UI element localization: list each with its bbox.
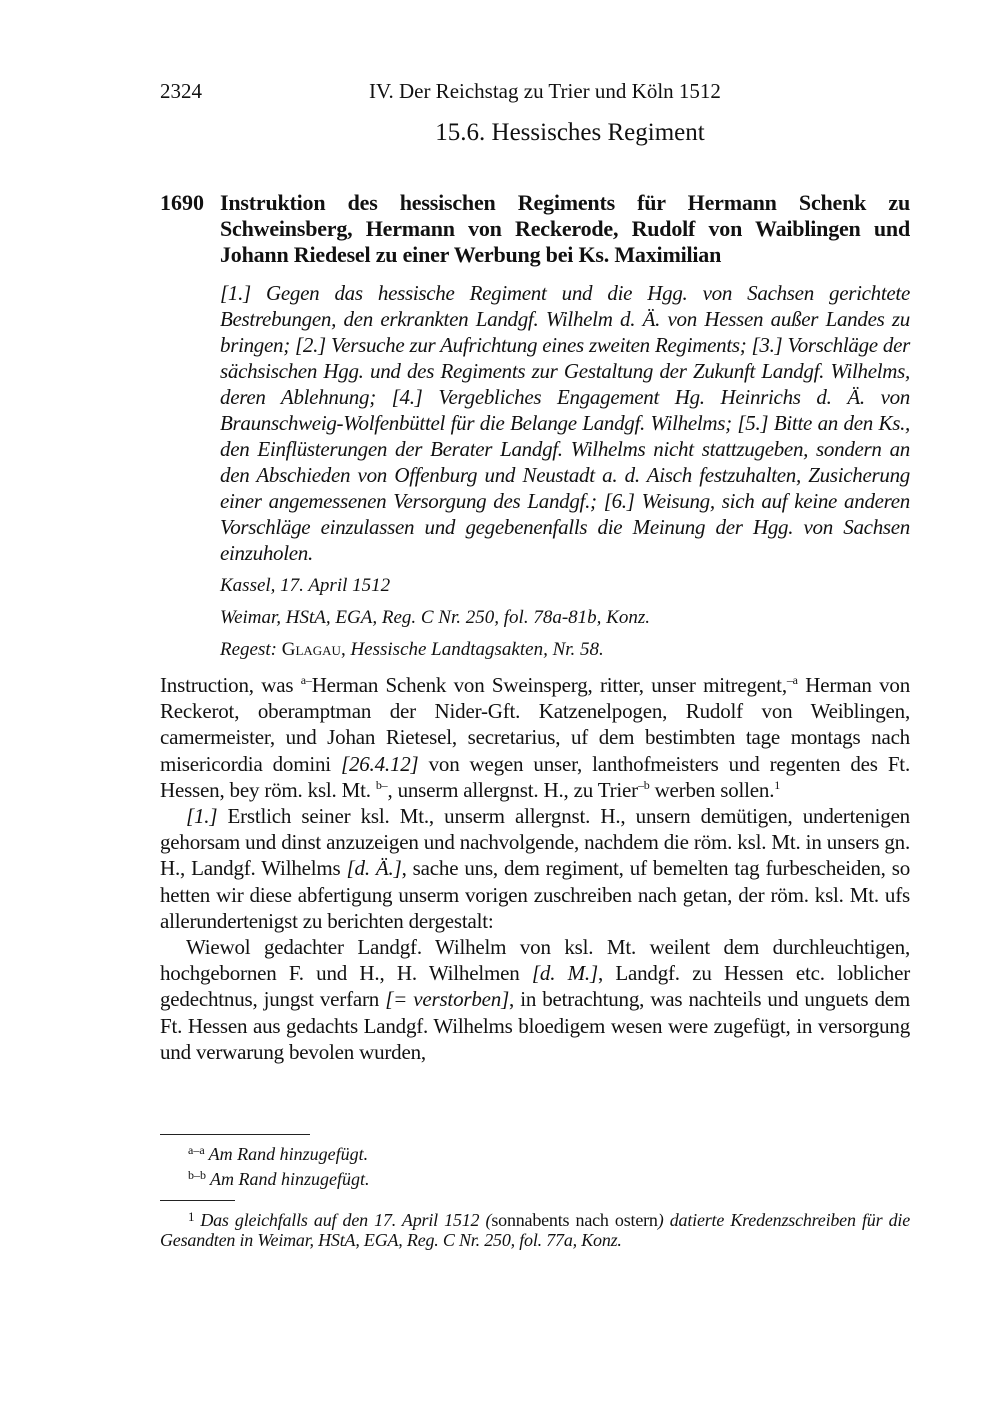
paragraph-2: [160, 934, 910, 1065]
regest-author: Glagau,: [281, 639, 346, 660]
regest-reference: [220, 638, 910, 662]
apparatus-note-marker: a–a: [188, 1143, 205, 1157]
main-text: [160, 672, 910, 1065]
text-run: Herman Schenk von Sweinsperg, ritter, unser mitregent,: [311, 673, 787, 697]
paragraph-1: [160, 803, 910, 934]
text-run: , Landgf. zu Hessen etc. loblicher gedechtnus, jungst verfarn: [160, 961, 910, 1012]
apparatus-note-text: Am Rand hinzugefügt.: [210, 1169, 370, 1189]
page-number: 2324: [160, 79, 202, 103]
footnote: [160, 1207, 910, 1250]
editorial-date: [26.4.12]: [340, 751, 419, 776]
regest-work: Hessische Landtagsakten, Nr. 58.: [350, 639, 604, 660]
footnote-text: Das gleichfalls auf den 17. April 1512 (: [200, 1210, 492, 1230]
footnote-number: 1: [188, 1209, 195, 1224]
document-number: 1690: [160, 190, 204, 215]
paragraph-instruction: [160, 672, 910, 803]
text-run: Erstlich seiner ksl. Mt., unserm allergnst. H., unsern demütigen, undertenigen gehorsam und dinst anzuzeigen und nachvolgende, nachdem die röm. ksl. Mt. in unsers gn. H., Landgf. Wilhelms: [160, 804, 910, 881]
apparatus-divider: [160, 1134, 310, 1135]
text-run: Instruction, was: [160, 673, 301, 697]
paragraph-number: [1.]: [186, 804, 218, 829]
document-title: Instruktion des hessischen Regiments für Hermann Schenk zu Schweinsberg, Hermann von Reckerode, Rudolf von Waiblingen und Johann Riedesel zu einer Werbung bei Ks. Maximilian: [220, 190, 910, 267]
section-heading: 15.6. Hessisches Regiment: [435, 119, 705, 146]
apparatus-marker: –a: [786, 673, 798, 687]
regest-label: Regest:: [220, 639, 277, 660]
apparatus-marker: a–: [300, 673, 312, 687]
footnote-marker: 1: [774, 777, 781, 792]
date-place: Kassel, 17. April 1512: [220, 575, 391, 596]
document-entry: [160, 190, 910, 662]
text-run: , in betrachtung, was nachteils und unguets dem Ft. Hessen aus gedachts Landgf. Wilhelms bloedigem wesen were zugefügt, in versorgung und verwarung bevolen wurden,: [160, 987, 911, 1064]
apparatus-marker: b–: [375, 777, 388, 792]
running-title: IV. Der Reichstag zu Trier und Köln 1512: [369, 79, 721, 103]
apparatus-note-marker: b–b: [188, 1168, 206, 1182]
apparatus-note: [188, 1139, 368, 1165]
apparatus-note: [188, 1164, 370, 1190]
text-run: Herman von Reckerot, oberamptman der Nider-Gft. Katzenelpogen, Rudolf von Weiblingen, camermeister, und Johan Rietesel, secretarius, uf dem bestimbten tage montags nach misericordia domini: [160, 673, 910, 776]
text-run: werben sollen.: [649, 777, 775, 802]
running-head: [160, 79, 910, 109]
text-run: , sache uns, dem regiment, uf bemelten tag furbescheiden, so hetten wir diese abfertigung unserm vorigen zuschreiben nach getan, der röm. ksl. Mt. ufs allerundertenigst zu berichten dergestalt:: [160, 856, 910, 933]
apparatus-note-text: Am Rand hinzugefügt.: [208, 1144, 369, 1164]
footnote-text: ) datierte Kredenzschreiben für die Gesandten in Weimar, HStA, EGA, Reg. C Nr. 250, fol. 77a, Konz.: [160, 1210, 910, 1250]
editorial-note: [d. Ä.]: [346, 856, 402, 881]
regest-summary: [1.] Gegen das hessische Regiment und die Hgg. von Sachsen gerichtete Bestrebungen, den erkrankten Landgf. Wilhelm d. Ä. von Hessen außer Landes zu bringen; [2.] Versuche zur Aufrichtung eines zweiten Regiments; [3.] Vorschläge der sächsischen Hgg. und des Regiments zur Gestaltung der Zukunft Landgf. Wilhelms, deren Ablehnung; [4.] Vergebliches Engagement Hg. Heinrichs d. Ä. von Braunschweig-Wolfenbüttel für die Belange Landgf. Wilhelms; [5.] Bitte an den Ks., den Einflüsterungen der Berater Landgf. Wilhelms nicht stattzugeben, sondern an den Abschieden von Offenburg und Neustadt a. d. Aisch festzuhalten, Zusicherung einer angemessenen Versorgung des Landgf.; [6.] Weisung, sich auf keine anderen Vorschläge einzulassen und gegebenenfalls die Meinung der Hgg. von Sachsen einzuholen.: [220, 281, 910, 565]
apparatus-marker: –b: [637, 777, 650, 792]
footnote-divider: [160, 1200, 235, 1201]
text-run: , unserm allergnst. H., zu Trier: [387, 777, 638, 802]
editorial-note: [d. M.]: [531, 961, 598, 986]
text-run: von wegen unser, lanthofmeisters und regenten des Ft. Hessen, bey röm. ksl. Mt.: [160, 751, 910, 802]
editorial-note: [= verstorben]: [385, 987, 510, 1012]
footnote-quote: sonnabents nach ostern: [491, 1210, 658, 1230]
text-run: Wiewol gedachter Landgf. Wilhelm von ksl. Mt. weilent dem durchleuchtigen, hochgebornen F. und H., H. Wilhelmen: [160, 935, 910, 986]
source-reference: Weimar, HStA, EGA, Reg. C Nr. 250, fol. 78a-81b, Konz.: [220, 607, 650, 628]
